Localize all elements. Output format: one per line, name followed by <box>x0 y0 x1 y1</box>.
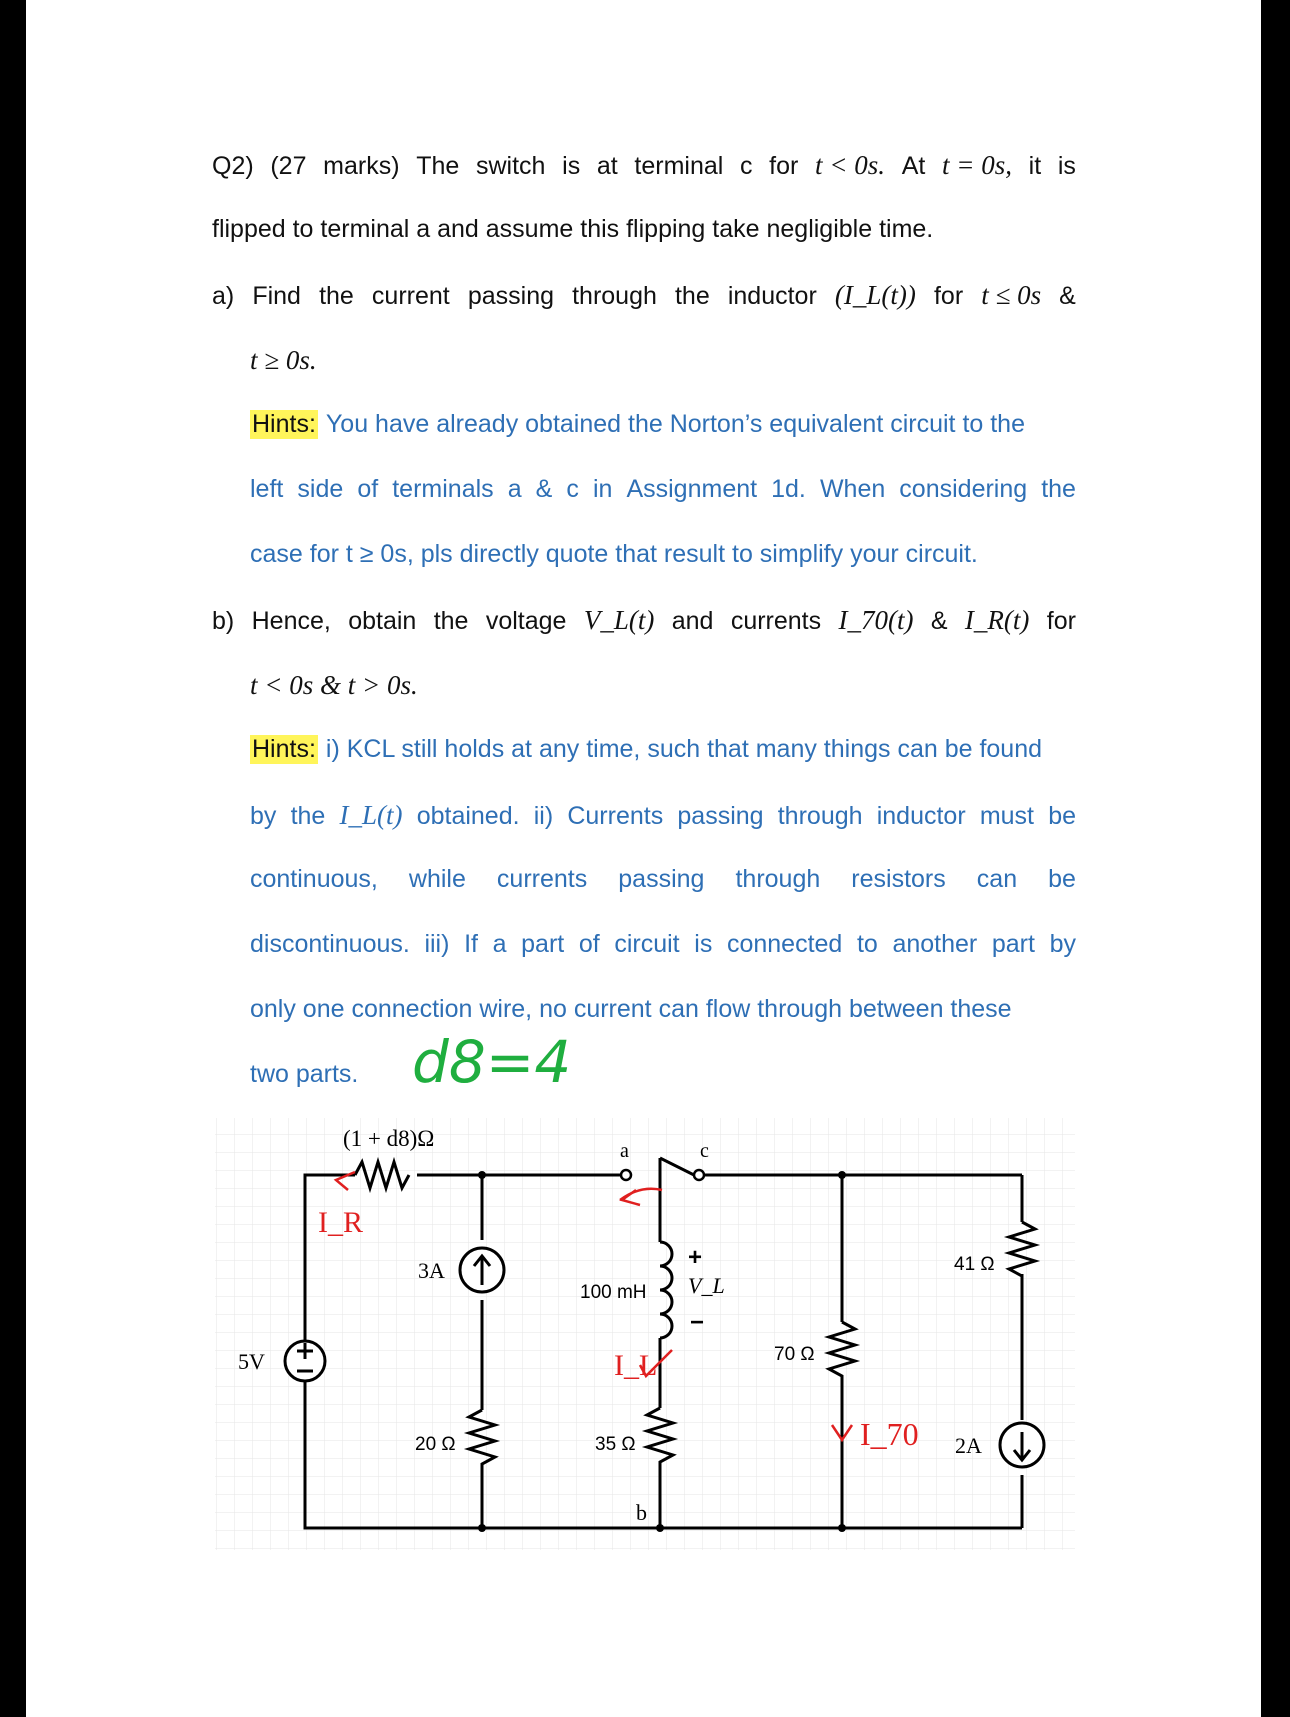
label-vl: V_L <box>688 1273 725 1298</box>
word: current <box>371 282 450 310</box>
terminal-a <box>621 1170 631 1180</box>
label-5v: 5V <box>238 1349 265 1374</box>
word: discontinuous. <box>250 930 410 958</box>
handwritten-d8-note: d8=4 <box>412 1028 572 1096</box>
hint-b-line-1: Hints: i) KCL still holds at any time, such that many things can be found <box>252 735 1043 763</box>
word: the <box>433 607 469 635</box>
word: currents <box>496 865 588 893</box>
word: a <box>492 930 507 958</box>
word: while <box>408 865 466 893</box>
word: side <box>297 475 344 503</box>
word: c <box>566 475 579 503</box>
word: through <box>777 802 863 830</box>
word: terminal <box>634 152 724 180</box>
voltage-source-5v <box>285 1341 325 1381</box>
word: it <box>1028 152 1042 180</box>
word: at <box>596 152 618 180</box>
word: through <box>572 282 657 310</box>
word: another <box>892 930 978 958</box>
label-3a: 3A <box>418 1258 445 1283</box>
label-vl-plus: + <box>688 1244 703 1271</box>
word: by <box>1049 930 1076 958</box>
word: of <box>578 930 600 958</box>
label-vl-minus: − <box>690 1309 705 1336</box>
word: Assignment <box>626 475 758 503</box>
word: through <box>735 865 821 893</box>
current-source-3a <box>460 1248 504 1292</box>
part-b-line-2: t < 0s & t > 0s. <box>250 670 418 700</box>
word: & <box>1059 282 1076 310</box>
word: Find <box>252 282 301 310</box>
word: continuous, <box>250 865 378 893</box>
word: part <box>521 930 565 958</box>
hand-i70: I_70 <box>860 1416 919 1452</box>
word: The <box>416 152 460 180</box>
word: inductor <box>727 282 817 310</box>
word: circuit <box>614 930 680 958</box>
circuit-grid-background <box>215 1118 1075 1550</box>
word: & <box>535 475 553 503</box>
word: If <box>464 930 478 958</box>
terminal-c <box>694 1170 704 1180</box>
hand-il: I_L <box>614 1349 658 1382</box>
word: to <box>856 930 878 958</box>
word: obtain <box>348 607 417 635</box>
current-source-2a <box>1000 1423 1044 1467</box>
word: I_70(t) <box>838 605 914 635</box>
word: by <box>250 802 277 830</box>
label-41-ohm: 41 Ω <box>954 1254 995 1275</box>
word: in <box>592 475 613 503</box>
word: t < 0s. <box>815 150 886 180</box>
word: When <box>819 475 886 503</box>
word: is <box>694 930 713 958</box>
word: the <box>290 802 326 830</box>
part-a-line-2: t ≥ 0s. <box>250 345 317 375</box>
hint-b-line-5: only one connection wire, no current can flow through between these <box>250 995 1012 1023</box>
word: for <box>933 282 964 310</box>
word: can <box>976 865 1018 893</box>
word: be <box>1048 865 1076 893</box>
word: I_R(t) <box>964 605 1030 635</box>
word: At <box>901 152 926 180</box>
word: Currents <box>567 802 664 830</box>
label-70-ohm: 70 Ω <box>774 1344 815 1365</box>
word: c <box>740 152 753 180</box>
word: passing <box>618 865 705 893</box>
word: must <box>979 802 1035 830</box>
label-35-ohm: 35 Ω <box>595 1434 636 1455</box>
hand-ir: I_R <box>318 1206 363 1239</box>
word: is <box>1057 152 1076 180</box>
word: terminals <box>392 475 494 503</box>
word: V_L(t) <box>583 605 655 635</box>
label-inductor: 100 mH <box>580 1282 647 1303</box>
word: passing <box>677 802 764 830</box>
hint-a-line-3: case for t ≥ 0s, pls directly quote that result to simplify your circuit. <box>250 540 978 568</box>
word: & <box>930 607 948 635</box>
word: part <box>991 930 1035 958</box>
word: and <box>671 607 714 635</box>
label-b: b <box>636 1500 647 1525</box>
word: b) <box>212 607 235 635</box>
word: for <box>769 152 799 180</box>
word: Q2) <box>212 152 254 180</box>
label-a: a <box>620 1140 629 1162</box>
hint-b-line-6: two parts. <box>250 1060 359 1088</box>
word: currents <box>730 607 822 635</box>
hint-label: Hints: <box>252 410 316 438</box>
word: switch <box>476 152 546 180</box>
word: ii) <box>533 802 554 830</box>
word: voltage <box>485 607 567 635</box>
word: of <box>357 475 379 503</box>
word: inductor <box>876 802 966 830</box>
word: is <box>562 152 581 180</box>
q2-line-2: flipped to terminal a and assume this flipping take negligible time. <box>212 215 934 243</box>
word: obtained. <box>416 802 520 830</box>
word: a) <box>212 282 235 310</box>
hint-a-line-1: Hints: You have already obtained the Norton’s equivalent circuit to the <box>252 410 1025 438</box>
word: 1d. <box>771 475 806 503</box>
word: passing <box>467 282 554 310</box>
word: the <box>319 282 354 310</box>
word: (27 <box>270 152 307 180</box>
word: (I_L(t)) <box>834 280 916 310</box>
word: marks) <box>323 152 400 180</box>
word: the <box>674 282 710 310</box>
word: left <box>250 475 284 503</box>
word: resistors <box>851 865 946 893</box>
label-r-top: (1 + d8)Ω <box>343 1126 435 1151</box>
word: I_L(t) <box>339 800 403 830</box>
word: t ≤ 0s <box>981 280 1042 310</box>
word: t = 0s, <box>941 150 1012 180</box>
word: be <box>1048 802 1076 830</box>
word: a <box>507 475 522 503</box>
label-c: c <box>700 1140 709 1162</box>
word: connected <box>726 930 843 958</box>
word: for <box>1046 607 1076 635</box>
hint-label-b: Hints: <box>252 735 316 763</box>
word: iii) <box>424 930 450 958</box>
word: considering <box>899 475 1028 503</box>
word: Hence, <box>251 607 331 635</box>
word: the <box>1041 475 1076 503</box>
label-20-ohm: 20 Ω <box>415 1434 456 1455</box>
label-2a: 2A <box>955 1433 982 1458</box>
